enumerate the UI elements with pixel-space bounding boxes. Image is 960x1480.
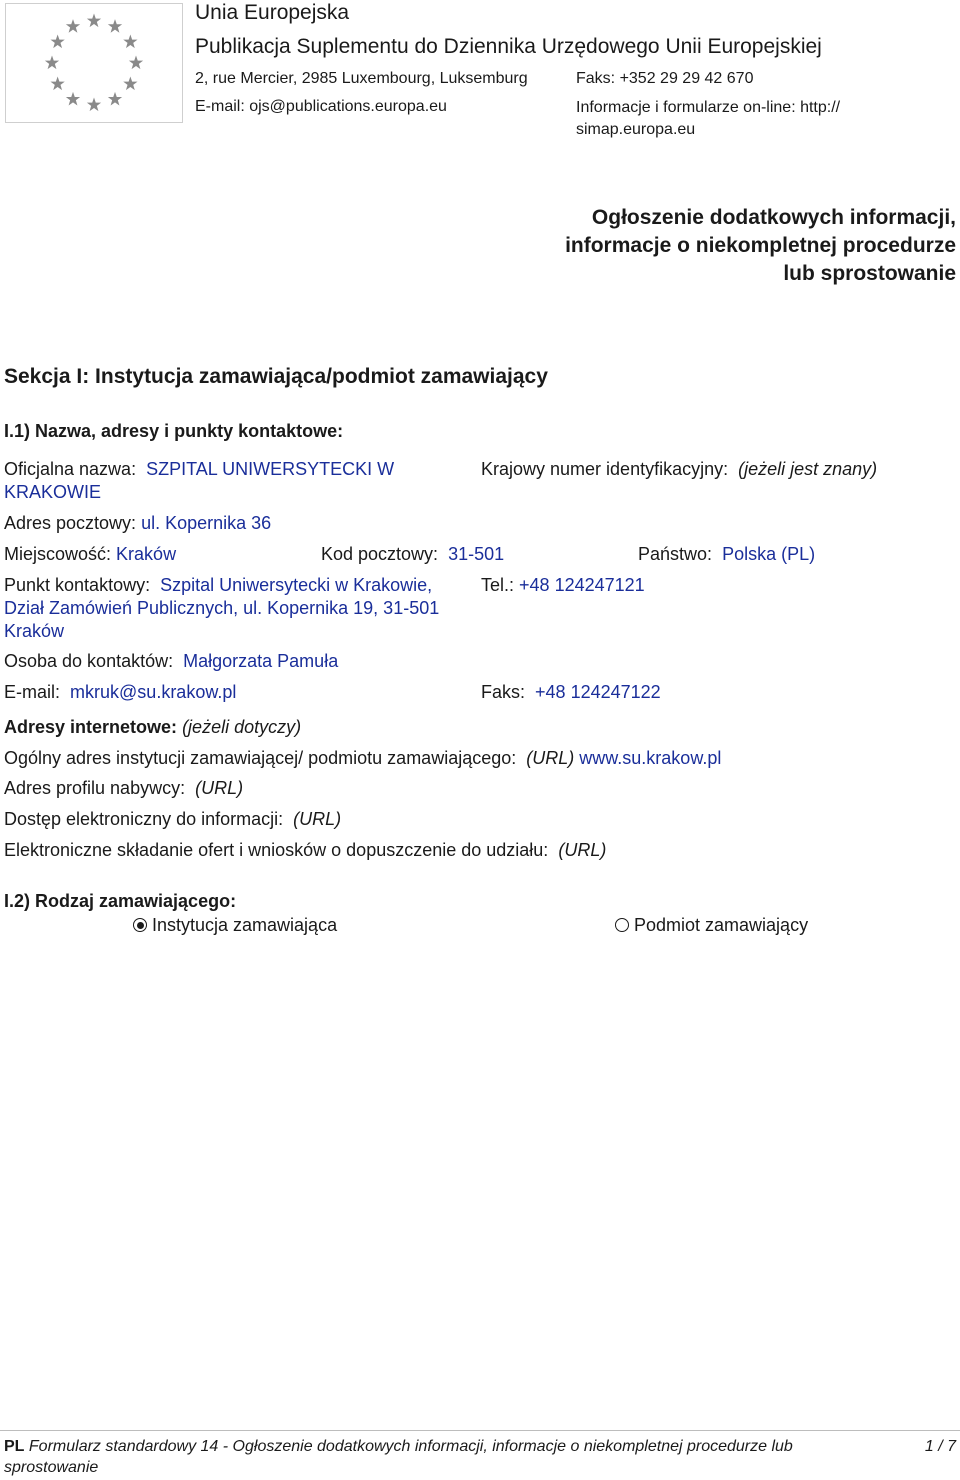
electronic-submission-url-tag: (URL): [558, 840, 607, 860]
eu-star-icon: [87, 98, 101, 112]
internet-addresses-heading: [4, 716, 301, 739]
eu-flag-logo: [5, 3, 183, 123]
section-i2-heading: I.2) Rodzaj zamawiającego:: [4, 891, 237, 911]
general-address-label: Ogólny adres instytucji zamawiającej/ podmiotu zamawiającego:: [4, 748, 517, 768]
attention-label: Osoba do kontaktów:: [4, 651, 174, 671]
tel-value: +48 124247121: [519, 575, 645, 595]
contracting-entity-option[interactable]: [615, 914, 808, 937]
buyer-profile-url-tag: (URL): [195, 778, 244, 798]
page-number: 1 / 7: [924, 1438, 956, 1455]
header-email: E-mail: ojs@publications.europa.eu: [195, 98, 447, 115]
electronic-submission-label: Elektroniczne składanie ofert i wniosków o dopuszczenie do udziału:: [4, 840, 549, 860]
town-label: Miejscowość:: [4, 544, 112, 564]
tel-field: [481, 574, 645, 597]
eu-stars-icon: [6, 4, 182, 122]
electronic-access-field: [4, 808, 341, 831]
general-address-url-tag: (URL): [526, 748, 575, 768]
footer-language: PL: [4, 1438, 25, 1455]
country-label: Państwo:: [638, 544, 713, 564]
eu-star-icon: [108, 92, 122, 106]
buyer-profile-field: [4, 777, 243, 800]
official-name-label: Oficjalna nazwa:: [4, 459, 137, 479]
eu-star-icon: [87, 14, 101, 28]
eu-star-icon: [50, 77, 64, 91]
postal-address-field: [4, 512, 271, 535]
header-fax: Faks: +352 29 29 42 670: [576, 70, 754, 87]
town-field: [4, 543, 176, 566]
electronic-access-url-tag: (URL): [293, 809, 342, 829]
fax-value: +48 124247122: [535, 682, 661, 702]
email-value[interactable]: mkruk@su.krakow.pl: [70, 682, 237, 702]
contact-point-field: [4, 574, 474, 643]
header-publication: Publikacja Suplementu do Dziennika Urzędowego Unii Europejskiej: [195, 35, 822, 58]
electronic-submission-field: [4, 839, 606, 862]
country-field: [638, 543, 815, 566]
country-value: Polska (PL): [722, 544, 816, 564]
eu-star-icon: [108, 19, 122, 33]
fax-label: Faks:: [481, 682, 526, 702]
fax-field: [481, 681, 661, 704]
eu-star-icon: [50, 35, 64, 49]
footer-form-name-continued: sprostowanie: [4, 1459, 99, 1476]
town-value: Kraków: [116, 544, 177, 564]
eu-star-icon: [66, 92, 80, 106]
buyer-profile-label: Adres profilu nabywcy:: [4, 778, 186, 798]
electronic-access-label: Dostęp elektroniczny do informacji:: [4, 809, 284, 829]
eu-star-icon: [66, 19, 80, 33]
national-id-field: [481, 458, 881, 481]
eu-star-icon: [123, 35, 137, 49]
footer: [4, 1436, 884, 1478]
general-address-link[interactable]: www.su.krakow.pl: [579, 748, 722, 768]
general-address-field: [4, 747, 721, 770]
eu-star-icon: [123, 77, 137, 91]
document-title: Ogłoszenie dodatkowych informacji, informacje o niekompletnej procedurze lub sprostowanie: [565, 206, 956, 285]
attention-value: Małgorzata Pamuła: [183, 651, 339, 671]
section-title: Sekcja I: Instytucja zamawiająca/podmiot zamawiający: [4, 365, 548, 388]
contracting-authority-label: Instytucja zamawiająca: [152, 915, 338, 935]
header-title: Unia Europejska: [195, 1, 350, 24]
contact-point-value: Szpital Uniwersytecki w Krakowie, Dział Zamówień Publicznych, ul. Kopernika 19, 31-501 Kraków: [4, 575, 440, 641]
footer-divider: [0, 1430, 960, 1431]
postal-code-value: 31-501: [448, 544, 505, 564]
national-id-label: Krajowy numer identyfikacyjny:: [481, 459, 729, 479]
contact-point-label: Punkt kontaktowy:: [4, 575, 151, 595]
footer-form-name: Formularz standardowy 14 - Ogłoszenie dodatkowych informacji, informacje o niekompletnej procedurze lub: [28, 1438, 793, 1455]
attention-field: [4, 650, 338, 673]
postal-code-field: [321, 543, 504, 566]
national-id-hint: (jeżeli jest znany): [738, 459, 878, 479]
postal-code-label: Kod pocztowy:: [321, 544, 439, 564]
radio-selected-icon[interactable]: [133, 918, 147, 932]
postal-address-value: ul. Kopernika 36: [141, 513, 272, 533]
official-name-value: SZPITAL UNIWERSYTECKI W KRAKOWIE: [4, 459, 395, 502]
official-name-field: [4, 458, 454, 504]
postal-address-label: Adres pocztowy:: [4, 513, 137, 533]
radio-unselected-icon[interactable]: [615, 918, 629, 932]
contracting-entity-label: Podmiot zamawiający: [634, 915, 809, 935]
tel-label: Tel.:: [481, 575, 515, 595]
contracting-authority-option[interactable]: [133, 914, 337, 937]
email-label: E-mail:: [4, 682, 61, 702]
email-field: [4, 681, 236, 704]
header-address: 2, rue Mercier, 2985 Luxembourg, Luksemburg: [195, 70, 528, 87]
internet-label: Adresy internetowe:: [4, 717, 178, 737]
internet-hint: (jeżeli dotyczy): [182, 717, 302, 737]
eu-star-icon: [129, 56, 143, 70]
header-online-info: Informacje i formularze on-line: http:// simap.europa.eu: [576, 99, 841, 138]
eu-star-icon: [45, 56, 59, 70]
section-i1-heading: I.1) Nazwa, adresy i punkty kontaktowe:: [4, 421, 344, 441]
